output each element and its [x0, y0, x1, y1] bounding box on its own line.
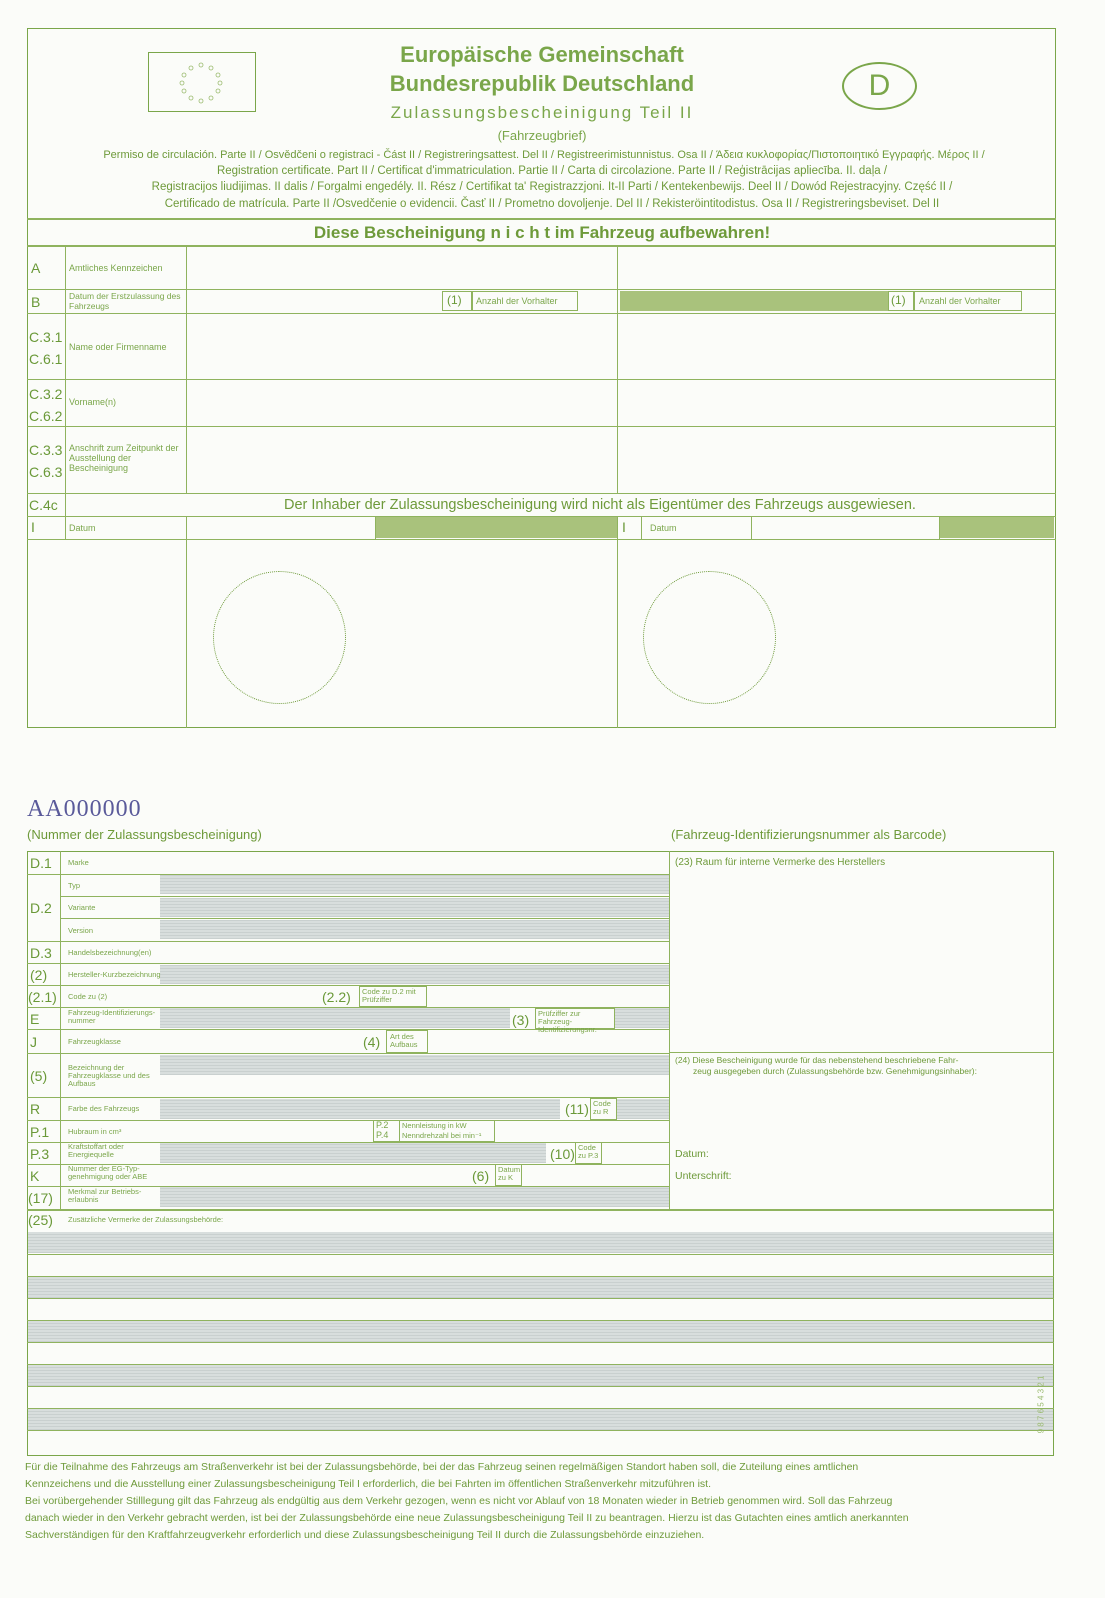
field-d2-version[interactable]	[160, 920, 669, 939]
side-number: 9 8 7 6 5 4 3 2 1	[1036, 1375, 1046, 1434]
row-line	[27, 1254, 1054, 1255]
right-b-count-label: Anzahl der Vorhalter	[919, 296, 1001, 306]
i-shade	[375, 517, 617, 538]
code-21: (2.1)	[28, 989, 57, 1005]
code-i: I	[31, 519, 35, 535]
divider	[27, 245, 1056, 247]
row-line	[27, 1430, 1054, 1431]
label-22: Code zu D.2 mit Prüfziffer	[362, 987, 416, 1004]
b-count-label: Anzahl der Vorhalter	[476, 296, 558, 306]
field-b[interactable]	[188, 290, 440, 312]
multilingual-line-1: Permiso de circulación. Parte II / Osvědčeni o registraci - Část II / Registreringsattest. Del II / Registreerimistunnistus. Osa II / Άδεια κυκλοφορίας/Πιστοποιητικό Εγγραφής. Μέρος II /	[103, 149, 985, 161]
right-label-i: Datum	[650, 523, 677, 533]
code-6: (6)	[472, 1168, 490, 1184]
row-line	[27, 1386, 1054, 1387]
label-i: Datum	[69, 523, 96, 533]
right-23: (23) Raum für interne Vermerke des Herstellers	[675, 857, 886, 868]
right-24a: (24) Diese Bescheinigung wurde für das nebenstehend beschriebene Fahr-	[675, 1055, 959, 1065]
serial-caption: (Nummer der Zulassungsbescheinigung)	[27, 827, 262, 842]
multilingual-line-3: Registracijos liudijimas. II dalis / Forgalmi engedély. II. Rész / Certifikat ta' Registrazzjoni. It-II Parti / Kentekenbewijs. Deel II / Dowód Rejestracyjny. Część II /	[151, 181, 953, 193]
b-count-num: (1)	[447, 293, 462, 307]
row-line	[27, 1209, 1054, 1211]
label-d1: Marke	[68, 858, 89, 867]
footer-line-4: danach wieder in den Verkehr gebracht werden, ist bei der Zulassungsbehörde eine neue Zulassungsbescheinigung Teil II zu beantragen. Hierzu ist das Gutachten eines amtlich anerkannten	[25, 1512, 909, 1524]
code-c33: C.3.3 C.6.3	[29, 442, 63, 480]
title-zb: Zulassungsbescheinigung Teil II	[390, 103, 694, 122]
right-b-count-num: (1)	[891, 293, 906, 307]
label-10: Code zu P.3	[578, 1143, 599, 1160]
label-a: Amtliches Kennzeichen	[69, 263, 163, 273]
code-3: (3)	[512, 1012, 530, 1028]
label-2: Hersteller-Kurzbezeichnung	[68, 970, 161, 979]
field-17[interactable]	[160, 1187, 669, 1207]
serial-number: AA000000	[27, 796, 142, 822]
code-c31: C.3.1 C.6.1	[29, 329, 63, 367]
code-p4: P.4	[376, 1130, 389, 1140]
col-line	[617, 516, 618, 728]
remarks-line[interactable]	[28, 1232, 1053, 1253]
footer-line-1: Für die Teilnahme des Fahrzeugs am Straßenverkehr ist bei der Zulassungsbehörde, bei der das Fahrzeug seinen regelmäßigen Standort haben soll, die Zuteilung eines amtlichen	[25, 1461, 859, 1473]
code-d1: D.1	[30, 855, 52, 871]
code-10: (10)	[550, 1146, 575, 1162]
label-6: Datum zu K	[498, 1165, 521, 1182]
row-line	[27, 539, 1056, 540]
label-p1: Hubraum in cm³	[68, 1127, 122, 1136]
col-line	[399, 1120, 400, 1142]
barcode-caption: (Fahrzeug-Identifizierungsnummer als Barcode)	[671, 827, 947, 842]
code-c4c: C.4c	[29, 497, 58, 513]
label-p3: Kraftstoffart oder Energiequelle	[68, 1142, 124, 1159]
label-p2: Nennleistung in kW	[402, 1121, 467, 1130]
col-line	[669, 851, 670, 1209]
code-4: (4)	[363, 1034, 381, 1050]
col-line	[375, 516, 376, 539]
label-c33: Anschrift zum Zeitpunkt der Ausstellung der Bescheinigung	[69, 443, 179, 473]
stamp-circle-right	[643, 571, 776, 704]
footer-line-2: Kennzeichens und die Ausstellung einer Zulassungsbescheinigung Teil I erforderlich, die bei Fahrten im öffentlichen Straßenverkehr mitzuführen ist.	[25, 1478, 712, 1490]
remarks-line[interactable]	[28, 1321, 1053, 1342]
multilingual-line-4: Certificado de matrícula. Parte II /Osvedčenie o evidencii. Časť II / Prometno dovoljenje. Del II / Rekisteröintitodistus. Osa II / Registreringsbeviset. Del II	[164, 198, 940, 210]
label-5: Bezeichnung der Fahrzeugklasse und des Aufbaus	[68, 1063, 150, 1088]
remarks-line[interactable]	[28, 1365, 1053, 1386]
field-d2-variante[interactable]	[160, 898, 669, 917]
label-c31: Name oder Firmenname	[69, 342, 167, 352]
row-line	[669, 1052, 1054, 1053]
unterschrift-label: Unterschrift:	[675, 1170, 732, 1182]
label-variante: Variante	[68, 903, 96, 912]
subtitle: (Fahrzeugbrief)	[497, 128, 587, 143]
row-line	[27, 985, 669, 986]
divider	[27, 218, 1056, 220]
row-line	[27, 1298, 1054, 1299]
title-brd: Bundesrepublik Deutschland	[389, 71, 695, 96]
code-11: (11)	[565, 1101, 589, 1117]
field-a[interactable]	[188, 248, 615, 288]
code-p3: P.3	[30, 1146, 50, 1162]
field-5[interactable]	[160, 1055, 669, 1075]
code-j: J	[30, 1034, 37, 1050]
remarks-line[interactable]	[28, 1277, 1053, 1298]
label-j: Fahrzeugklasse	[68, 1037, 121, 1046]
label-3: Prüfziffer zur Fahrzeug-Identifizierungsnr.	[538, 1009, 597, 1034]
label-25: Zusätzliche Vermerke der Zulassungsbehörde:	[68, 1215, 224, 1224]
code-c32: C.3.2 C.6.2	[29, 386, 63, 424]
col-line	[617, 246, 618, 493]
row-line	[60, 896, 669, 897]
field-r-code[interactable]	[617, 1099, 669, 1119]
field-e[interactable]	[160, 1008, 510, 1028]
label-4: Art des Aufbaus	[390, 1032, 418, 1049]
field-2[interactable]	[160, 965, 669, 984]
code-k: K	[30, 1168, 40, 1184]
field-p3[interactable]	[160, 1143, 546, 1163]
row-line	[27, 379, 1056, 380]
row-line	[27, 426, 1056, 427]
label-11: Code zu R	[593, 1099, 611, 1116]
row-line	[60, 918, 669, 919]
footer-line-5: Sachverständigen für den Kraftfahrzeugverkehr erforderlich und diese Zulassungsbescheinigung Teil II durch die Zulassungsbehörde einzuziehen.	[25, 1529, 705, 1541]
datum-label: Datum:	[675, 1148, 709, 1160]
row-line	[27, 874, 669, 875]
label-17: Merkmal zur Betriebs-erlaubnis	[68, 1187, 142, 1204]
label-e: Fahrzeug-Identifizierungs-nummer	[68, 1008, 156, 1025]
code-25: (25)	[28, 1212, 53, 1228]
code-d3: D.3	[30, 945, 52, 961]
multilingual-line-2: Registration certificate. Part II / Certificat d'immatriculation. Partie II / Carta di circolazione. Parte II / Reģistrācijas apliecība. II. daļa /	[216, 165, 888, 177]
row-line	[27, 313, 1056, 314]
code-17: (17)	[28, 1190, 53, 1206]
row-line	[27, 1097, 669, 1098]
stamp-circle-left	[213, 571, 346, 704]
label-version: Version	[68, 926, 94, 935]
label-21: Code zu (2)	[68, 992, 108, 1001]
label-p4: Nenndrehzahl bei min⁻¹	[402, 1131, 482, 1140]
right-i-shade	[940, 517, 1054, 538]
label-d3: Handelsbezeichnung(en)	[68, 948, 152, 957]
field-d1[interactable]	[160, 875, 669, 894]
label-k: Nummer der EG-Typ-genehmigung oder ABE	[68, 1164, 148, 1181]
col-line	[939, 516, 940, 539]
field-vorname[interactable]	[188, 381, 615, 424]
col-line	[65, 246, 66, 539]
code-b: B	[31, 294, 41, 310]
row-line	[27, 289, 1056, 290]
row-line	[27, 493, 1056, 494]
right-code-i: I	[622, 519, 626, 535]
col-line	[186, 516, 187, 728]
field-name[interactable]	[188, 315, 615, 377]
col-line	[60, 851, 61, 1209]
right-b-shade	[620, 291, 888, 311]
right-24b: zeug ausgegeben durch (Zulassungsbehörde bzw. Genehmigungsinhaber):	[693, 1066, 977, 1076]
row-line	[27, 1053, 669, 1054]
code-p2: P.2	[376, 1120, 389, 1130]
c4c-text: Der Inhaber der Zulassungsbescheinigung wird nicht als Eigentümer des Fahrzeugs ausgewiesen.	[284, 497, 916, 513]
country-code: D	[868, 69, 891, 102]
row-line	[27, 963, 669, 964]
field-r[interactable]	[160, 1099, 560, 1119]
col-line	[751, 516, 752, 539]
field-anschrift[interactable]	[188, 428, 615, 491]
field-e-check[interactable]	[615, 1008, 669, 1028]
col-line	[186, 246, 187, 493]
code-5: (5)	[30, 1068, 48, 1084]
code-r: R	[30, 1101, 41, 1117]
row-line	[27, 1120, 669, 1121]
footer-line-3: Bei vorübergehender Stilllegung gilt das Fahrzeug als endgültig aus dem Verkehr gezogen, wenn es nicht vor Ablauf von 18 Monaten wieder in Betrieb genommen wird. Soll das Fahrzeug	[25, 1495, 893, 1507]
row-line	[27, 1342, 1054, 1343]
b-count-field[interactable]	[472, 291, 578, 311]
title-eg: Europäische Gemeinschaft	[400, 42, 684, 67]
code-2: (2)	[30, 967, 48, 983]
code-e: E	[30, 1011, 40, 1027]
right-b-count-field[interactable]	[914, 291, 1022, 311]
country-oval	[842, 62, 917, 110]
code-22: (2.2)	[322, 989, 351, 1005]
warning-text: Diese Bescheinigung n i c h t im Fahrzeug aufbewahren!	[313, 223, 771, 242]
label-c32: Vorname(n)	[69, 397, 117, 407]
label-r: Farbe des Fahrzeugs	[68, 1104, 140, 1113]
code-d2: D.2	[30, 900, 52, 916]
remarks-line[interactable]	[28, 1409, 1053, 1430]
code-a: A	[31, 260, 41, 276]
label-b: Datum der Erstzulassung des Fahrzeugs	[69, 291, 181, 311]
code-p1: P.1	[30, 1124, 50, 1140]
row-line	[27, 941, 669, 942]
col-line	[641, 516, 642, 539]
label-typ: Typ	[68, 881, 81, 890]
